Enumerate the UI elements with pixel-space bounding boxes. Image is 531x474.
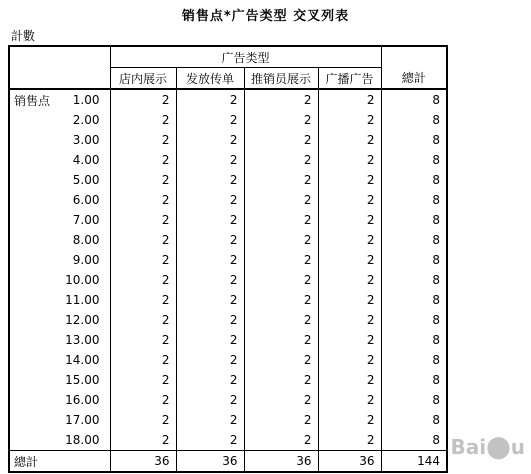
table-row [9,210,447,230]
row-variable-label [9,370,64,390]
column-header: 发放传单 [176,68,244,90]
row-label: 16.00 [64,390,110,410]
table-cell: 2 [176,370,244,390]
table-cell: 2 [176,210,244,230]
table-body [9,89,447,472]
table-cell: 2 [244,150,318,170]
row-label: 15.00 [64,370,110,390]
grand-total-cell: 144 [381,451,447,473]
table-cell: 2 [366,333,375,347]
table-cell: 2 [366,233,375,247]
row-total-cell: 8 [381,150,447,170]
table-cell: 2 [366,393,375,407]
table-cell: 2 [110,410,176,430]
total-column-header: 總計 [381,46,447,89]
table-cell: 2 [110,330,176,350]
table-cell: 2 [244,190,318,210]
table-cell: 2 [366,213,375,227]
table-row [9,290,447,310]
column-total-cell: 36 [318,451,381,473]
col-group-header: 广告类型 [110,46,381,68]
column-total-cell: 36 [176,451,244,473]
table-cell: 2 [366,193,375,207]
row-label: 13.00 [64,330,110,350]
table-cell: 2 [366,113,375,127]
row-label: 6.00 [64,190,110,210]
row-label: 5.00 [64,170,110,190]
table-cell: 2 [366,433,375,447]
row-total-cell: 8 [381,110,447,130]
row-label: 12.00 [64,310,110,330]
crosstab-table [8,45,448,473]
table-cell: 2 [366,253,375,267]
watermark-logo: Bai⬤u [450,435,525,460]
row-variable-label [9,330,64,350]
row-label: 18.00 [64,430,110,451]
table-cell: 2 [244,170,318,190]
total-row [9,451,447,473]
table-cell: 2 [110,89,176,110]
table-cell: 2 [176,230,244,250]
table-cell: 2 [110,390,176,410]
table-cell: 2 [366,133,375,147]
row-variable-label [9,210,64,230]
table-cell: 2 [176,110,244,130]
table-cell: 2 [176,89,244,110]
table-cell: 2 [244,430,318,451]
table-cell: 2 [244,390,318,410]
row-label: 17.00 [64,410,110,430]
row-variable-label [9,270,64,290]
row-variable-label [9,110,64,130]
column-header: 广播广告 [325,71,374,86]
table-cell: 2 [176,330,244,350]
table-cell: 2 [176,310,244,330]
table-row [9,150,447,170]
table-cell: 2 [366,313,375,327]
row-label: 8.00 [64,230,110,250]
table-cell: 2 [244,210,318,230]
table-row [9,270,447,290]
row-total-cell: 8 [381,350,447,370]
table-cell: 2 [244,370,318,390]
row-variable-label: 销售点 [9,89,64,110]
table-cell: 2 [244,290,318,310]
table-cell: 2 [176,190,244,210]
table-cell: 2 [244,410,318,430]
row-total-cell: 8 [381,390,447,410]
table-cell: 2 [366,153,375,167]
table-cell: 2 [244,230,318,250]
table-cell: 2 [366,373,375,387]
table-cell: 2 [366,413,375,427]
row-label: 1.00 [64,89,110,110]
table-cell: 2 [110,250,176,270]
row-total-cell: 8 [381,210,447,230]
row-total-cell: 8 [381,130,447,150]
row-variable-label [9,150,64,170]
column-total-cell: 36 [244,451,318,473]
row-total-cell: 8 [381,190,447,210]
table-cell: 2 [244,130,318,150]
row-variable-label [9,230,64,250]
statistic-label: 計數 [11,29,36,43]
row-total-cell: 8 [381,290,447,310]
row-variable-label [9,130,64,150]
table-row [9,170,447,190]
table-cell: 2 [110,370,176,390]
row-variable-label [9,310,64,330]
table-cell: 2 [366,293,375,307]
table-cell: 2 [176,430,244,451]
table-cell: 2 [176,250,244,270]
table-cell: 2 [176,170,244,190]
column-header: 店内展示 [110,68,176,90]
row-variable-label [9,430,64,451]
row-total-cell: 8 [381,430,447,451]
row-label: 11.00 [64,290,110,310]
row-total-cell: 8 [381,170,447,190]
row-variable-label [9,390,64,410]
table-row [9,390,447,410]
table-cell: 2 [110,430,176,451]
row-label: 14.00 [64,350,110,370]
table-row [9,89,447,110]
table-cell: 2 [244,270,318,290]
row-variable-label [9,290,64,310]
row-label: 9.00 [64,250,110,270]
row-variable-label [9,410,64,430]
table-row [9,110,447,130]
table-cell: 2 [318,89,381,110]
table-cell: 2 [110,110,176,130]
table-cell: 2 [110,310,176,330]
table-row [9,370,447,390]
header-row-group [9,46,447,68]
row-label: 2.00 [64,110,110,130]
table-row [9,190,447,210]
table-cell: 2 [366,273,375,287]
table-cell: 2 [244,310,318,330]
row-variable-label [9,350,64,370]
column-total-cell: 36 [110,451,176,473]
table-row [9,130,447,150]
row-total-cell: 8 [381,230,447,250]
table-row [9,310,447,330]
grand-total-label: 總計 [9,451,110,473]
table-row [9,350,447,370]
table-cell: 2 [110,210,176,230]
row-variable-label [9,250,64,270]
row-total-cell: 8 [381,330,447,350]
table-cell: 2 [110,350,176,370]
table-row [9,250,447,270]
row-total-cell: 8 [381,410,447,430]
table-cell: 2 [244,110,318,130]
table-cell: 2 [176,270,244,290]
row-total-cell: 8 [381,270,447,290]
table-row [9,230,447,250]
table-cell: 2 [176,150,244,170]
table-cell: 2 [110,190,176,210]
column-header: 推销员展示 [244,68,318,90]
table-cell: 2 [110,170,176,190]
table-cell: 2 [176,410,244,430]
table-cell: 2 [176,350,244,370]
table-cell: 2 [176,130,244,150]
table-cell: 2 [176,290,244,310]
row-total-cell: 8 [381,370,447,390]
header-corner [9,46,110,89]
table-cell: 2 [110,230,176,250]
table-cell: 2 [244,89,318,110]
table-cell: 2 [244,330,318,350]
table-cell: 2 [110,290,176,310]
table-row [9,330,447,350]
table-cell: 2 [244,250,318,270]
row-label: 7.00 [64,210,110,230]
table-cell: 2 [366,173,375,187]
row-label: 10.00 [64,270,110,290]
row-variable-label [9,190,64,210]
table-cell: 2 [176,390,244,410]
table-cell: 2 [244,350,318,370]
table-cell: 2 [110,270,176,290]
row-total-cell: 8 [381,310,447,330]
row-label: 4.00 [64,150,110,170]
table-cell: 2 [110,150,176,170]
table-cell: 2 [110,130,176,150]
row-variable-label [9,170,64,190]
table-title: 销售点*广告类型 交叉列表 [181,9,350,24]
row-total-cell: 8 [381,89,447,110]
row-label: 3.00 [64,130,110,150]
row-total-cell: 8 [381,250,447,270]
table-cell: 2 [366,353,375,367]
table-row [9,410,447,430]
table-row [9,430,447,451]
